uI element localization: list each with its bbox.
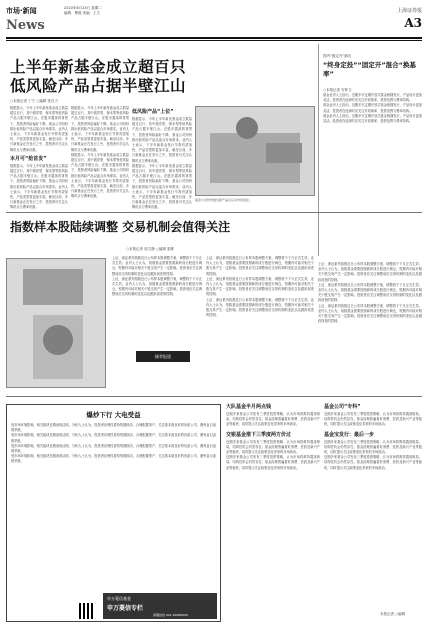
advertorial-box [6, 404, 221, 622]
lead-headline: 上半年新基金成立超百只 低风险产品占据半壁江山 [10, 58, 187, 95]
second-column-2: 上证、深证系列指数近日公布样本股调整方案，调整将于下月正式生效。业内人士认为，指数基金需要按照新的成分股进行调仓，短期内可能对相关个股交易产生一定影响。投资者应关注调整前后交易机制的变化以及跟踪误差的控制。 上证、深证系列指数近日公布样本股调整方案，调整将于下月正式生效。业内人士认为，指数基金需要按照新的成分股进行调仓，短期内可能对相关个股交易产生一定影响。投资者应关注调整前后交易机制的变化以及跟踪误差的控制。 上证、深证系列指数近日公布样本股调整方案，调整将于下月正式生效。业内人士认为，指数基金需要按照新的成分股进行调仓，短期内可能对相关个股交易产生一定影响。投资者应关注调整前后交易机制的变化以及跟踪误差的控制。 [206, 256, 314, 318]
footer-credit: 本报记者 ○编辑 [380, 612, 406, 616]
masthead [6, 4, 422, 44]
lower-divider [6, 396, 422, 397]
photo-caption: 基金公司纷纷推出新产品以应对市场变化。 [195, 198, 253, 202]
second-headline: 指数样本股陆续调整 交易机制会值得关注 [10, 220, 231, 234]
lower-head-2: 交银基金推下三季度两方价过 [226, 431, 292, 438]
lead-photo [195, 106, 315, 196]
section-title: 市场·新闻 [6, 7, 37, 15]
ad-body: 受市场环境影响，相关板块近期表现活跃。分析人士认为，投资者应理性看待短期波动，合理配置资产，关注基本面良好的优质公司，避免盲目追涨杀跌。 受市场环境影响，相关板块近期表现活跃。分析人士认为，投资者应理性看待短期波动，合理配置资产，关注基本面良好的优质公司，避免盲目追涨杀跌。 受市场环境影响，相关板块近期表现活跃。分析人士认为，投资者应理性看待短期波动，合理配置资产，关注基本面良好的优质公司，避免盲目追涨杀跌。 受市场环境影响，相关板块近期表现活跃。分析人士认为，投资者应理性看待短期波动，合理配置资产，关注基本面良好的优质公司，避免盲目追涨杀跌。 [11, 423, 216, 464]
masthead-rule [6, 37, 422, 39]
ad-sponsor-banner [103, 593, 217, 619]
lead-subhead-2: 低风险产品“上位” [132, 109, 174, 115]
sidebar-headline: “终身定投”“固定开”混合“换基率” [323, 61, 416, 78]
qr-code-icon [79, 603, 95, 619]
ad-title: 爆炒下行 大电受益 [86, 411, 141, 419]
second-byline: ○本报记者 周文静 ○编辑 梁维 [126, 247, 174, 251]
lead-byline: ○本报记者 丁宁 ○编辑 张自力 [10, 99, 58, 103]
page-number: A3 [404, 16, 422, 30]
second-column-1: 上证、深证系列指数近日公布样本股调整方案，调整将于下月正式生效。业内人士认为，指数基金需要按照新的成分股进行调仓，短期内可能对相关个股交易产生一定影响。投资者应关注调整前后交易机制的变化以及跟踪误差的控制。 上证、深证系列指数近日公布样本股调整方案，调整将于下月正式生效。业内人士认为，指数基金需要按照新的成分股进行调仓，短期内可能对相关个股交易产生一定影响。投资者应关注调整前后交易机制的变化以及跟踪误差的控制。 [112, 256, 202, 297]
lead-column-2: 数据显示，今年上半年新发基金成立数量超过百只，其中债券型、保本型等低风险产品占据半壁江山。在股市震荡的背景下，投资者风险偏好下降，基金公司纷纷推出低风险产品以迎合市场需求。业内人士表示，下半年新基金发行节奏有望加快，产品类型将更加丰富。截至目前，多只新基金正在发行之中，投资者可关注认购时点与费率优惠。 数据显示，今年上半年新发基金成立数量超过百只，其中债券型、保本型等低风险产品占据半壁江山。在股市震荡的背景下，投资者风险偏好下降，基金公司纷纷推出低风险产品以迎合市场需求。业内人士表示，下半年新基金发行节奏有望加快，产品类型将更加丰富。截至目前，多只新基金正在发行之中，投资者可关注认购时点与费率优惠。 [71, 106, 129, 199]
sidebar-kicker: 国内“固定开”频出 [323, 54, 352, 58]
lead-subhead-1: 本月可“抢首发” [10, 155, 47, 162]
sponsor-logo: 申万菱信基金 [107, 596, 131, 601]
sponsor-brand: 申万菱信专栏 [107, 605, 144, 612]
sidebar-byline: ○本报记者 安仲文 [323, 88, 352, 92]
section-news: News [6, 18, 45, 33]
second-photo [6, 258, 106, 388]
lower-head-1: 大队基金半月两点钱 [226, 404, 272, 410]
sponsor-tel: 客服热线 021-00000000 [153, 613, 189, 617]
second-column-3: 上证、深证系列指数近日公布样本股调整方案，调整将于下月正式生效。业内人士认为，指数基金需要按照新的成分股进行调仓，短期内可能对相关个股交易产生一定影响。投资者应关注调整前后交易机制的变化以及跟踪误差的控制。 上证、深证系列指数近日公布样本股调整方案，调整将于下月正式生效。业内人士认为，指数基金需要按照新的成分股进行调仓，短期内可能对相关个股交易产生一定影响。投资者应关注调整前后交易机制的变化以及跟踪误差的控制。 上证、深证系列指数近日公布样本股调整方案，调整将于下月正式生效。业内人士认为，指数基金需要按照新的成分股进行调仓，短期内可能对相关个股交易产生一定影响。投资者应关注调整前后交易机制的变化以及跟踪误差的控制。 [318, 262, 422, 324]
lower-head-3: 基金公司“专科” [324, 404, 361, 410]
sidebar: 国内“固定开”频出 “终身定投”“固定开”混合“换基率” ○本报记者 安仲文 基金业内人士指出，近期多只定期开放式基金相继发行，产品设计更加灵活。投资者在选择时应关注开放频率、投资范围与费率结构。 基金业内人士指出，近期多只定期开放式基金相继发行，产品设计更加灵活。投资者在选择时应关注开放频率、投资范围与费率结构。 基金业内人士指出，近期多只定期开放式基金相继发行，产品设计更加灵活。投资者在选择时应关注开放频率、投资范围与费率结构。 [318, 44, 422, 256]
lower-column-1: 大队基金半月两点钱 近期多家基金公司发布三季度投资策略，认为市场将维持震荡格局，结构性机会仍然存在。基金经理普遍看好消费、医药及新兴产业等板块，同时提示关注政策变化带来的市场波动。 交银基金推下三季度两方价过 近期多家基金公司发布三季度投资策略，认为市场将维持震荡格局，结构性机会仍然存在。基金经理普遍看好消费、医药及新兴产业等板块，同时提示关注政策变化带来的市场波动。 近期多家基金公司发布三季度投资策略，认为市场将维持震荡格局，结构性机会仍然存在。基金经理普遍看好消费、医药及新兴产业等板块，同时提示关注政策变化带来的市场波动。 [226, 404, 320, 470]
lower-head-4: 基金宝发行：最后一步 [324, 431, 375, 438]
lower-column-2: 基金公司“专科” 近期多家基金公司发布三季度投资策略，认为市场将维持震荡格局，结构性机会仍然存在。基金经理普遍看好消费、医药及新兴产业等板块，同时提示关注政策变化带来的市场波动。 基金宝发行：最后一步 近期多家基金公司发布三季度投资策略，认为市场将维持震荡格局，结构性机会仍然存在。基金经理普遍看好消费、医药及新兴产业等板块，同时提示关注政策变化带来的市场波动。 近期多家基金公司发布三季度投资策略，认为市场将维持震荡格局，结构性机会仍然存在。基金经理普遍看好消费、医药及新兴产业等板块，同时提示关注政策变化带来的市场波动。 [324, 404, 422, 470]
lead-column-3: 低风险产品“上位” 数据显示，今年上半年新发基金成立数量超过百只，其中债券型、保本型等低风险产品占据半壁江山。在股市震荡的背景下，投资者风险偏好下降，基金公司纷纷推出低风险产品以迎合市场需求。业内人士表示，下半年新基金发行节奏有望加快，产品类型将更加丰富。截至目前，多只新基金正在发行之中，投资者可关注认购时点与费率优惠。 数据显示，今年上半年新发基金成立数量超过百只，其中债券型、保本型等低风险产品占据半壁江山。在股市震荡的背景下，投资者风险偏好下降，基金公司纷纷推出低风险产品以迎合市场需求。业内人士表示，下半年新基金发行节奏有望加快，产品类型将更加丰富。截至目前，多只新基金正在发行之中，投资者可关注认购时点与费率优惠。 [132, 109, 192, 210]
lead-column-1: 数据显示，今年上半年新发基金成立数量超过百只，其中债券型、保本型等低风险产品占据半壁江山。在股市震荡的背景下，投资者风险偏好下降，基金公司纷纷推出低风险产品以迎合市场需求。业内人士表示，下半年新基金发行节奏有望加快，产品类型将更加丰富。截至目前，多只新基金正在发行之中，投资者可关注认购时点与费率优惠。 本月可“抢首发” 数据显示，今年上半年新发基金成立数量超过百只，其中债券型、保本型等低风险产品占据半壁江山。在股市震荡的背景下，投资者风险偏好下降，基金公司纷纷推出低风险产品以迎合市场需求。业内人士表示，下半年新基金发行节奏有望加快，产品类型将更加丰富。截至目前，多只新基金正在发行之中，投资者可关注认购时点与费率优惠。 [10, 106, 68, 210]
paper-name: 上海证券报 [396, 8, 422, 14]
section-divider [6, 212, 422, 213]
second-tag: 顾苹报道 [136, 351, 190, 362]
issue-date: 2010年8月24日 星期二 编辑：曹熙 美编：王文 [64, 6, 102, 15]
masthead-rule-thin [6, 40, 422, 41]
